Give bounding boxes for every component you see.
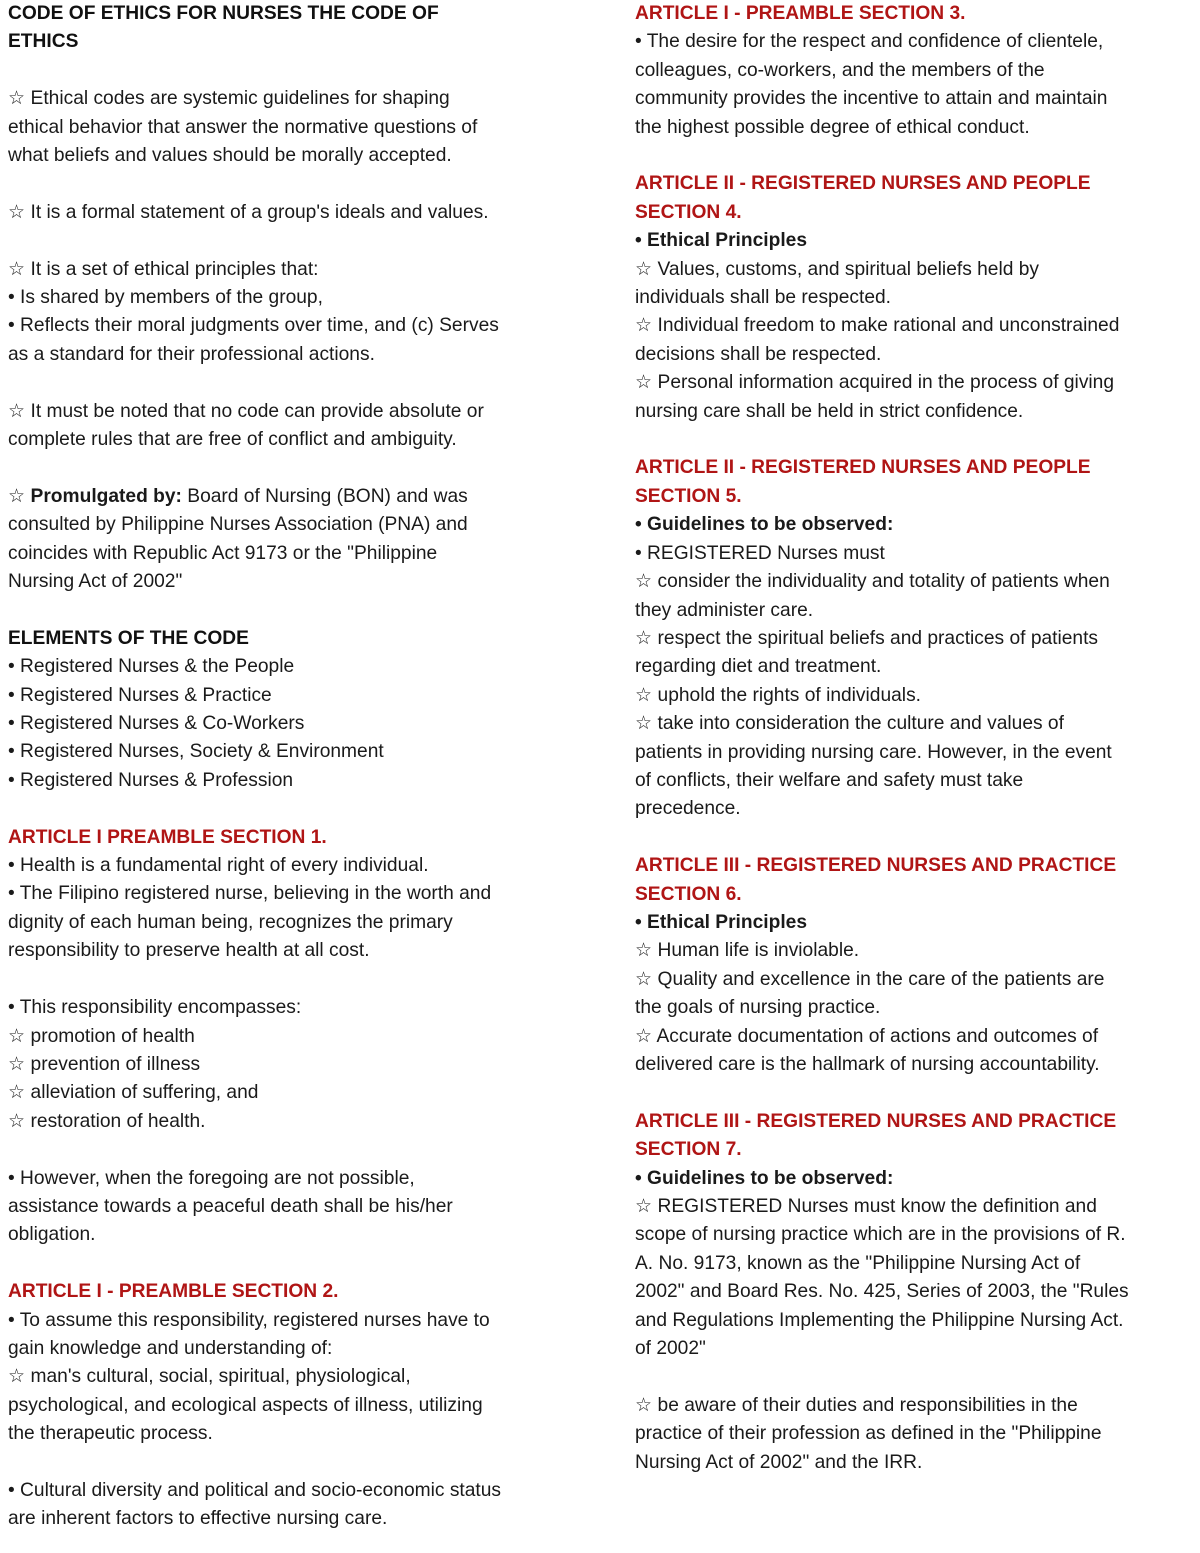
section-3-heading: ARTICLE I - PREAMBLE SECTION 3. xyxy=(635,3,966,24)
text-line: ☆ Ethical codes are systemic guidelines for shaping xyxy=(8,88,450,110)
list-item: • Registered Nurses & Profession xyxy=(8,769,294,791)
text-line: gain knowledge and understanding of: xyxy=(8,1337,333,1359)
list-item: ☆ prevention of illness xyxy=(8,1053,201,1075)
text-line: • REGISTERED Nurses must xyxy=(635,542,885,564)
section-7-aware xyxy=(635,1392,1195,1477)
list-item: ☆ promotion of health xyxy=(8,1025,195,1047)
text-line: ethical behavior that answer the normative questions of xyxy=(8,116,478,138)
text-line: dignity of each human being, recognizes the primary xyxy=(8,911,453,933)
text-line: of conflicts, their welfare and safety must take xyxy=(635,769,1024,791)
subheading-text: • Ethical Principles xyxy=(635,230,808,252)
text-line: of 2002" xyxy=(635,1338,706,1360)
text-line: • Is shared by members of the group, xyxy=(8,287,323,309)
text-line: the highest possible degree of ethical conduct. xyxy=(635,116,1030,138)
section-2-heading: ARTICLE I - PREAMBLE SECTION 2. xyxy=(8,1281,339,1303)
heading-line: SECTION 7. xyxy=(635,1139,742,1161)
subheading-text: • Guidelines to be observed: xyxy=(635,514,894,536)
section-4-body xyxy=(635,256,1195,426)
text-line: decisions shall be respected. xyxy=(635,343,882,365)
list-item: • Registered Nurses & Practice xyxy=(8,684,272,706)
paragraph-ethical-codes xyxy=(8,85,583,170)
text-line: consulted by Philippine Nurses Association (PNA) and xyxy=(8,514,468,536)
text-line: • However, when the foregoing are not possible, xyxy=(8,1167,415,1189)
text-line: psychological, and ecological aspects of illness, utilizing xyxy=(8,1394,483,1416)
text-line: ☆ Human life is inviolable. xyxy=(635,940,860,962)
text-line: Nursing Act of 2002" and the IRR. xyxy=(635,1451,923,1473)
text-line: ☆ uphold the rights of individuals. xyxy=(635,684,921,706)
text-line: precedence. xyxy=(635,798,741,820)
text-line: ☆ Values, customs, and spiritual beliefs held by xyxy=(635,258,1039,280)
text-line: obligation. xyxy=(8,1224,96,1246)
text-line: delivered care is the hallmark of nursing accountability. xyxy=(635,1053,1100,1075)
text-line: as a standard for their professional actions. xyxy=(8,343,375,365)
list-item: • Registered Nurses, Society & Environment xyxy=(8,741,384,763)
text-line: ☆ take into consideration the culture and values of xyxy=(635,713,1064,735)
text-line xyxy=(8,483,583,511)
title-line: ETHICS xyxy=(8,31,79,53)
text-line: Nursing Act of 2002" xyxy=(8,571,183,593)
heading-line: SECTION 5. xyxy=(635,485,742,507)
section-5-heading xyxy=(635,454,1195,511)
text-line: what beliefs and values should be morally accepted. xyxy=(8,145,452,167)
text-line: ☆ Quality and excellence in the care of the patients are xyxy=(635,968,1105,990)
text-line: are inherent factors to effective nursing care. xyxy=(8,1508,388,1530)
promulgated-label: Promulgated by: xyxy=(30,485,182,507)
text-line: • This responsibility encompasses: xyxy=(8,997,302,1019)
text-line: nursing care shall be held in strict confidence. xyxy=(635,400,1024,422)
paragraph-no-absolute-code xyxy=(8,398,583,455)
section-6-heading xyxy=(635,852,1195,909)
heading-line: ARTICLE II - REGISTERED NURSES AND PEOPLE xyxy=(635,173,1091,195)
text-line: and Regulations Implementing the Philippine Nursing Act. xyxy=(635,1309,1124,1331)
section-1-heading: ARTICLE I PREAMBLE SECTION 1. xyxy=(8,826,327,848)
text-line: they administer care. xyxy=(635,599,814,621)
list-item: • Registered Nurses & Co-Workers xyxy=(8,713,305,735)
text-line: community provides the incentive to attain and maintain xyxy=(635,88,1108,110)
section-3-body xyxy=(635,28,1195,142)
text-line: ☆ consider the individuality and totality of patients when xyxy=(635,571,1110,593)
title-line: CODE OF ETHICS FOR NURSES THE CODE OF xyxy=(8,3,439,24)
section-4-subheading xyxy=(635,227,1195,255)
section-2-body xyxy=(8,1307,583,1449)
text-line: ☆ REGISTERED Nurses must know the definition and xyxy=(635,1196,1097,1217)
subheading-text: • Ethical Principles xyxy=(635,911,808,933)
text-line: ☆ Individual freedom to make rational and unconstrained xyxy=(635,315,1120,337)
section-7-subheading xyxy=(635,1165,1195,1193)
subheading-text: • Guidelines to be observed: xyxy=(635,1167,894,1189)
list-item: ☆ alleviation of suffering, and xyxy=(8,1082,259,1104)
section-5-subheading xyxy=(635,511,1195,539)
section-1-body xyxy=(8,852,583,966)
text-line: ☆ be aware of their duties and responsibilities in the xyxy=(635,1394,1078,1416)
text-line: A. No. 9173, known as the "Philippine Nursing Act of xyxy=(635,1252,1081,1274)
text-line: responsibility to preserve health at all cost. xyxy=(8,940,370,962)
heading-line: ARTICLE III - REGISTERED NURSES AND PRACTICE xyxy=(635,855,1117,877)
star-bullet: ☆ xyxy=(8,485,31,507)
heading-line: SECTION 4. xyxy=(635,201,742,223)
text-line: complete rules that are free of conflict and ambiguity. xyxy=(8,429,457,451)
section-6-body xyxy=(635,937,1195,1079)
text-line: ☆ respect the spiritual beliefs and practices of patients xyxy=(635,627,1099,649)
text-line: the goals of nursing practice. xyxy=(635,997,881,1019)
document-title xyxy=(8,0,583,57)
section-2-cultural xyxy=(8,1477,583,1534)
list-item: ☆ restoration of health. xyxy=(8,1110,206,1132)
list-item: • Registered Nurses & the People xyxy=(8,656,295,678)
elements-list xyxy=(8,653,583,795)
heading-line: ARTICLE III - REGISTERED NURSES AND PRACTICE xyxy=(635,1110,1117,1132)
text-line: • The Filipino registered nurse, believing in the worth and xyxy=(8,883,492,905)
text-line: patients in providing nursing care. However, in the event xyxy=(635,741,1112,763)
heading-line: ARTICLE II - REGISTERED NURSES AND PEOPLE xyxy=(635,457,1091,479)
text-line: colleagues, co-workers, and the members of the xyxy=(635,59,1045,81)
section-6-subheading xyxy=(635,909,1195,937)
text-line: 2002" and Board Res. No. 425, Series of 2003, the "Rules xyxy=(635,1281,1129,1303)
text-line: ☆ Accurate documentation of actions and outcomes of xyxy=(635,1025,1099,1047)
left-column xyxy=(8,0,583,1534)
section-5-body xyxy=(635,540,1195,824)
text-line: coincides with Republic Act 9173 or the "Philippine xyxy=(8,542,438,564)
heading-line: SECTION 6. xyxy=(635,883,742,905)
paragraph-formal-statement: ☆ It is a formal statement of a group's ideals and values. xyxy=(8,201,489,223)
text-line: • Health is a fundamental right of every individual. xyxy=(8,855,429,877)
promulgated-text: Board of Nursing (BON) and was xyxy=(181,485,468,507)
elements-heading: ELEMENTS OF THE CODE xyxy=(8,627,249,649)
text-line: scope of nursing practice which are in the provisions of R. xyxy=(635,1224,1126,1246)
paragraph-ethical-principles xyxy=(8,256,583,370)
text-line: ☆ man's cultural, social, spiritual, physiological, xyxy=(8,1366,411,1388)
text-line: • The desire for the respect and confidence of clientele, xyxy=(635,31,1104,53)
text-line: • To assume this responsibility, registered nurses have to xyxy=(8,1309,490,1331)
section-1-however xyxy=(8,1165,583,1250)
text-line: assistance towards a peaceful death shall be his/her xyxy=(8,1195,453,1217)
right-column xyxy=(635,0,1195,1477)
section-7-heading xyxy=(635,1108,1195,1165)
text-line: • Cultural diversity and political and socio-economic status xyxy=(8,1479,502,1501)
text-line: the therapeutic process. xyxy=(8,1423,213,1445)
section-7-body xyxy=(635,1193,1195,1363)
text-line: ☆ It is a set of ethical principles that: xyxy=(8,258,319,280)
text-line: ☆ It must be noted that no code can provide absolute or xyxy=(8,400,484,422)
text-line: ☆ Personal information acquired in the process of giving xyxy=(635,372,1115,394)
text-line: • Reflects their moral judgments over time, and (c) Serves xyxy=(8,315,499,337)
paragraph-promulgated xyxy=(8,483,583,597)
section-4-heading xyxy=(635,170,1195,227)
section-1-responsibility xyxy=(8,994,583,1136)
text-line: regarding diet and treatment. xyxy=(635,656,882,678)
text-line: individuals shall be respected. xyxy=(635,287,891,309)
text-line: practice of their profession as defined in the "Philippine xyxy=(635,1423,1102,1445)
